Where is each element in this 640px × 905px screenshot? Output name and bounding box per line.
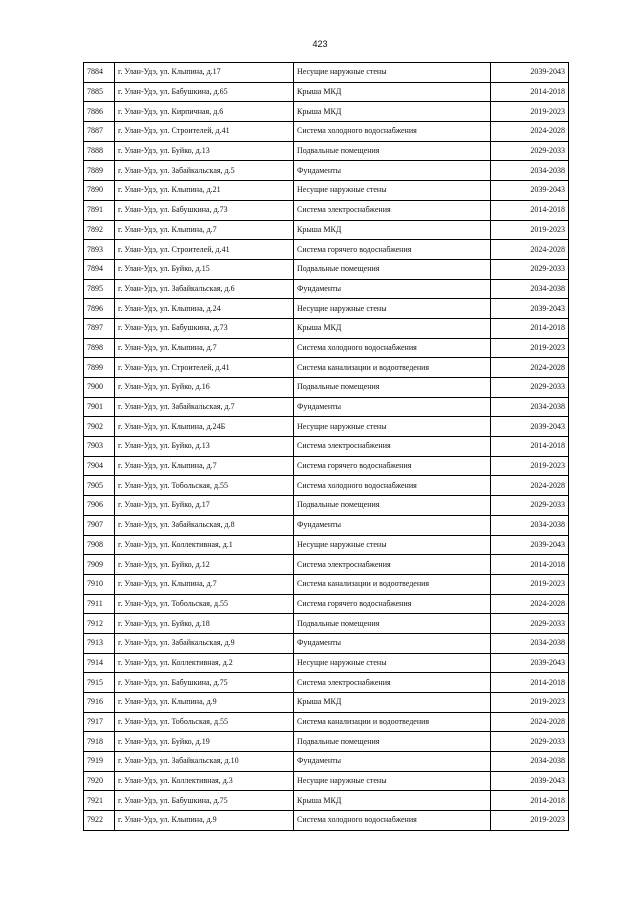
repair-period-cell: 2039-2043 xyxy=(491,535,569,555)
table-row xyxy=(84,200,569,220)
repair-period-cell: 2029-2033 xyxy=(491,259,569,279)
repair-period-cell: 2029-2033 xyxy=(491,614,569,634)
page-number: 423 xyxy=(312,39,328,49)
address-cell: г. Улан-Удэ, ул. Клыпина, д.9 xyxy=(115,693,294,713)
table-row xyxy=(84,633,569,653)
address-cell: г. Улан-Удэ, ул. Коллективная, д.3 xyxy=(115,771,294,791)
row-number-cell: 7918 xyxy=(84,732,115,752)
structural-element-cell: Фундаменты xyxy=(294,161,491,181)
address-cell: г. Улан-Удэ, ул. Бабушкина, д.75 xyxy=(115,791,294,811)
repair-period-cell: 2014-2018 xyxy=(491,791,569,811)
row-number-cell: 7906 xyxy=(84,496,115,516)
table-row xyxy=(84,122,569,142)
repair-period-cell: 2014-2018 xyxy=(491,673,569,693)
repair-period-cell: 2039-2043 xyxy=(491,63,569,83)
row-number-cell: 7886 xyxy=(84,102,115,122)
address-cell: г. Улан-Удэ, ул. Тобольская, д.55 xyxy=(115,594,294,614)
address-cell: г. Улан-Удэ, ул. Бабушкина, д.75 xyxy=(115,673,294,693)
structural-element-cell: Фундаменты xyxy=(294,633,491,653)
row-number-cell: 7901 xyxy=(84,397,115,417)
repair-period-cell: 2029-2033 xyxy=(491,378,569,398)
table-row xyxy=(84,535,569,555)
row-number-cell: 7898 xyxy=(84,338,115,358)
structural-element-cell: Система горячего водоснабжения xyxy=(294,456,491,476)
table-row xyxy=(84,417,569,437)
row-number-cell: 7920 xyxy=(84,771,115,791)
row-number-cell: 7884 xyxy=(84,63,115,83)
table-row xyxy=(84,141,569,161)
repair-period-cell: 2039-2043 xyxy=(491,299,569,319)
repair-period-cell: 2014-2018 xyxy=(491,200,569,220)
address-cell: г. Улан-Удэ, ул. Забайкальская, д.5 xyxy=(115,161,294,181)
repair-period-cell: 2014-2018 xyxy=(491,82,569,102)
address-cell: г. Улан-Удэ, ул. Клыпина, д.21 xyxy=(115,181,294,201)
structural-element-cell: Система электроснабжения xyxy=(294,555,491,575)
table-row xyxy=(84,181,569,201)
address-cell: г. Улан-Удэ, ул. Коллективная, д.1 xyxy=(115,535,294,555)
address-cell: г. Улан-Удэ, ул. Клыпина, д.9 xyxy=(115,811,294,831)
row-number-cell: 7900 xyxy=(84,378,115,398)
structural-element-cell: Крыша МКД xyxy=(294,102,491,122)
row-number-cell: 7911 xyxy=(84,594,115,614)
table-row xyxy=(84,752,569,772)
structural-element-cell: Фундаменты xyxy=(294,752,491,772)
structural-element-cell: Фундаменты xyxy=(294,515,491,535)
row-number-cell: 7914 xyxy=(84,653,115,673)
row-number-cell: 7890 xyxy=(84,181,115,201)
structural-element-cell: Несущие наружные стены xyxy=(294,299,491,319)
address-cell: г. Улан-Удэ, ул. Строителей, д.41 xyxy=(115,122,294,142)
structural-element-cell: Подвальные помещения xyxy=(294,259,491,279)
address-cell: г. Улан-Удэ, ул. Клыпина, д.7 xyxy=(115,338,294,358)
table-row xyxy=(84,712,569,732)
repair-period-cell: 2024-2028 xyxy=(491,476,569,496)
repair-period-cell: 2039-2043 xyxy=(491,771,569,791)
row-number-cell: 7905 xyxy=(84,476,115,496)
repair-period-cell: 2029-2033 xyxy=(491,141,569,161)
address-cell: г. Улан-Удэ, ул. Строителей, д.41 xyxy=(115,358,294,378)
structural-element-cell: Система холодного водоснабжения xyxy=(294,811,491,831)
structural-element-cell: Подвальные помещения xyxy=(294,496,491,516)
row-number-cell: 7899 xyxy=(84,358,115,378)
row-number-cell: 7916 xyxy=(84,693,115,713)
row-number-cell: 7893 xyxy=(84,240,115,260)
table-row xyxy=(84,476,569,496)
structural-element-cell: Система канализации и водоотведения xyxy=(294,712,491,732)
row-number-cell: 7892 xyxy=(84,220,115,240)
table-row xyxy=(84,791,569,811)
repair-schedule-table xyxy=(83,62,569,831)
address-cell: г. Улан-Удэ, ул. Буйко, д.18 xyxy=(115,614,294,634)
table-row xyxy=(84,63,569,83)
structural-element-cell: Система канализации и водоотведения xyxy=(294,574,491,594)
structural-element-cell: Подвальные помещения xyxy=(294,732,491,752)
structural-element-cell: Несущие наружные стены xyxy=(294,181,491,201)
table-row xyxy=(84,594,569,614)
structural-element-cell: Несущие наружные стены xyxy=(294,63,491,83)
structural-element-cell: Подвальные помещения xyxy=(294,141,491,161)
structural-element-cell: Крыша МКД xyxy=(294,220,491,240)
repair-period-cell: 2019-2023 xyxy=(491,338,569,358)
table-row xyxy=(84,161,569,181)
address-cell: г. Улан-Удэ, ул. Тобольская, д.55 xyxy=(115,476,294,496)
table-row xyxy=(84,456,569,476)
structural-element-cell: Система канализации и водоотведения xyxy=(294,358,491,378)
repair-period-cell: 2014-2018 xyxy=(491,555,569,575)
address-cell: г. Улан-Удэ, ул. Забайкальская, д.10 xyxy=(115,752,294,772)
repair-period-cell: 2019-2023 xyxy=(491,102,569,122)
repair-period-cell: 2019-2023 xyxy=(491,220,569,240)
repair-period-cell: 2019-2023 xyxy=(491,811,569,831)
repair-period-cell: 2034-2038 xyxy=(491,515,569,535)
structural-element-cell: Система холодного водоснабжения xyxy=(294,338,491,358)
repair-period-cell: 2034-2038 xyxy=(491,752,569,772)
structural-element-cell: Система холодного водоснабжения xyxy=(294,476,491,496)
structural-element-cell: Система электроснабжения xyxy=(294,673,491,693)
address-cell: г. Улан-Удэ, ул. Буйко, д.19 xyxy=(115,732,294,752)
address-cell: г. Улан-Удэ, ул. Бабушкина, д.73 xyxy=(115,318,294,338)
structural-element-cell: Несущие наружные стены xyxy=(294,771,491,791)
address-cell: г. Улан-Удэ, ул. Буйко, д.12 xyxy=(115,555,294,575)
table-row xyxy=(84,732,569,752)
repair-period-cell: 2019-2023 xyxy=(491,574,569,594)
structural-element-cell: Несущие наружные стены xyxy=(294,535,491,555)
structural-element-cell: Несущие наружные стены xyxy=(294,417,491,437)
row-number-cell: 7909 xyxy=(84,555,115,575)
table-row xyxy=(84,574,569,594)
table-row xyxy=(84,358,569,378)
row-number-cell: 7919 xyxy=(84,752,115,772)
structural-element-cell: Система электроснабжения xyxy=(294,200,491,220)
repair-period-cell: 2034-2038 xyxy=(491,161,569,181)
row-number-cell: 7888 xyxy=(84,141,115,161)
repair-period-cell: 2029-2033 xyxy=(491,732,569,752)
structural-element-cell: Система холодного водоснабжения xyxy=(294,122,491,142)
row-number-cell: 7907 xyxy=(84,515,115,535)
table-row xyxy=(84,693,569,713)
repair-period-cell: 2039-2043 xyxy=(491,417,569,437)
repair-period-cell: 2024-2028 xyxy=(491,122,569,142)
structural-element-cell: Несущие наружные стены xyxy=(294,653,491,673)
structural-element-cell: Подвальные помещения xyxy=(294,614,491,634)
table-row xyxy=(84,259,569,279)
address-cell: г. Улан-Удэ, ул. Забайкальская, д.8 xyxy=(115,515,294,535)
structural-element-cell: Фундаменты xyxy=(294,397,491,417)
address-cell: г. Улан-Удэ, ул. Клыпина, д.7 xyxy=(115,220,294,240)
table-row xyxy=(84,240,569,260)
address-cell: г. Улан-Удэ, ул. Клыпина, д.17 xyxy=(115,63,294,83)
row-number-cell: 7895 xyxy=(84,279,115,299)
address-cell: г. Улан-Удэ, ул. Бабушкина, д.65 xyxy=(115,82,294,102)
structural-element-cell: Крыша МКД xyxy=(294,318,491,338)
row-number-cell: 7912 xyxy=(84,614,115,634)
table-row xyxy=(84,338,569,358)
table-row xyxy=(84,555,569,575)
address-cell: г. Улан-Удэ, ул. Буйко, д.15 xyxy=(115,259,294,279)
address-cell: г. Улан-Удэ, ул. Забайкальская, д.9 xyxy=(115,633,294,653)
row-number-cell: 7894 xyxy=(84,259,115,279)
row-number-cell: 7889 xyxy=(84,161,115,181)
table-body xyxy=(84,63,569,831)
row-number-cell: 7915 xyxy=(84,673,115,693)
row-number-cell: 7908 xyxy=(84,535,115,555)
table-row xyxy=(84,82,569,102)
address-cell: г. Улан-Удэ, ул. Кирпичная, д.6 xyxy=(115,102,294,122)
table-row xyxy=(84,279,569,299)
repair-period-cell: 2034-2038 xyxy=(491,279,569,299)
row-number-cell: 7921 xyxy=(84,791,115,811)
address-cell: г. Улан-Удэ, ул. Бабушкина, д.73 xyxy=(115,200,294,220)
table-row xyxy=(84,673,569,693)
table-row xyxy=(84,220,569,240)
address-cell: г. Улан-Удэ, ул. Буйко, д.13 xyxy=(115,437,294,457)
structural-element-cell: Подвальные помещения xyxy=(294,378,491,398)
row-number-cell: 7917 xyxy=(84,712,115,732)
table-row xyxy=(84,102,569,122)
row-number-cell: 7922 xyxy=(84,811,115,831)
structural-element-cell: Система горячего водоснабжения xyxy=(294,240,491,260)
row-number-cell: 7887 xyxy=(84,122,115,142)
table-row xyxy=(84,515,569,535)
repair-period-cell: 2024-2028 xyxy=(491,240,569,260)
row-number-cell: 7913 xyxy=(84,633,115,653)
repair-period-cell: 2024-2028 xyxy=(491,594,569,614)
table-row xyxy=(84,397,569,417)
table-row xyxy=(84,771,569,791)
table-row xyxy=(84,437,569,457)
structural-element-cell: Система горячего водоснабжения xyxy=(294,594,491,614)
table-row xyxy=(84,318,569,338)
repair-period-cell: 2014-2018 xyxy=(491,437,569,457)
address-cell: г. Улан-Удэ, ул. Клыпина, д.7 xyxy=(115,456,294,476)
address-cell: г. Улан-Удэ, ул. Буйко, д.16 xyxy=(115,378,294,398)
address-cell: г. Улан-Удэ, ул. Клыпина, д.24 xyxy=(115,299,294,319)
repair-period-cell: 2024-2028 xyxy=(491,358,569,378)
table-row xyxy=(84,299,569,319)
table-row xyxy=(84,653,569,673)
row-number-cell: 7903 xyxy=(84,437,115,457)
address-cell: г. Улан-Удэ, ул. Клыпина, д.24Б xyxy=(115,417,294,437)
address-cell: г. Улан-Удэ, ул. Буйко, д.13 xyxy=(115,141,294,161)
repair-period-cell: 2039-2043 xyxy=(491,181,569,201)
structural-element-cell: Система электроснабжения xyxy=(294,437,491,457)
structural-element-cell: Крыша МКД xyxy=(294,82,491,102)
repair-period-cell: 2034-2038 xyxy=(491,633,569,653)
table-row xyxy=(84,614,569,634)
address-cell: г. Улан-Удэ, ул. Забайкальская, д.6 xyxy=(115,279,294,299)
address-cell: г. Улан-Удэ, ул. Буйко, д.17 xyxy=(115,496,294,516)
address-cell: г. Улан-Удэ, ул. Строителей, д.41 xyxy=(115,240,294,260)
structural-element-cell: Крыша МКД xyxy=(294,791,491,811)
row-number-cell: 7891 xyxy=(84,200,115,220)
table-row xyxy=(84,811,569,831)
structural-element-cell: Крыша МКД xyxy=(294,693,491,713)
table-row xyxy=(84,378,569,398)
address-cell: г. Улан-Удэ, ул. Забайкальская, д.7 xyxy=(115,397,294,417)
repair-period-cell: 2034-2038 xyxy=(491,397,569,417)
structural-element-cell: Фундаменты xyxy=(294,279,491,299)
row-number-cell: 7896 xyxy=(84,299,115,319)
repair-period-cell: 2014-2018 xyxy=(491,318,569,338)
address-cell: г. Улан-Удэ, ул. Коллективная, д.2 xyxy=(115,653,294,673)
row-number-cell: 7904 xyxy=(84,456,115,476)
address-cell: г. Улан-Удэ, ул. Тобольская, д.55 xyxy=(115,712,294,732)
repair-period-cell: 2019-2023 xyxy=(491,693,569,713)
address-cell: г. Улан-Удэ, ул. Клыпина, д.7 xyxy=(115,574,294,594)
repair-period-cell: 2019-2023 xyxy=(491,456,569,476)
row-number-cell: 7902 xyxy=(84,417,115,437)
repair-period-cell: 2039-2043 xyxy=(491,653,569,673)
table-row xyxy=(84,496,569,516)
row-number-cell: 7885 xyxy=(84,82,115,102)
repair-period-cell: 2024-2028 xyxy=(491,712,569,732)
repair-period-cell: 2029-2033 xyxy=(491,496,569,516)
row-number-cell: 7910 xyxy=(84,574,115,594)
row-number-cell: 7897 xyxy=(84,318,115,338)
